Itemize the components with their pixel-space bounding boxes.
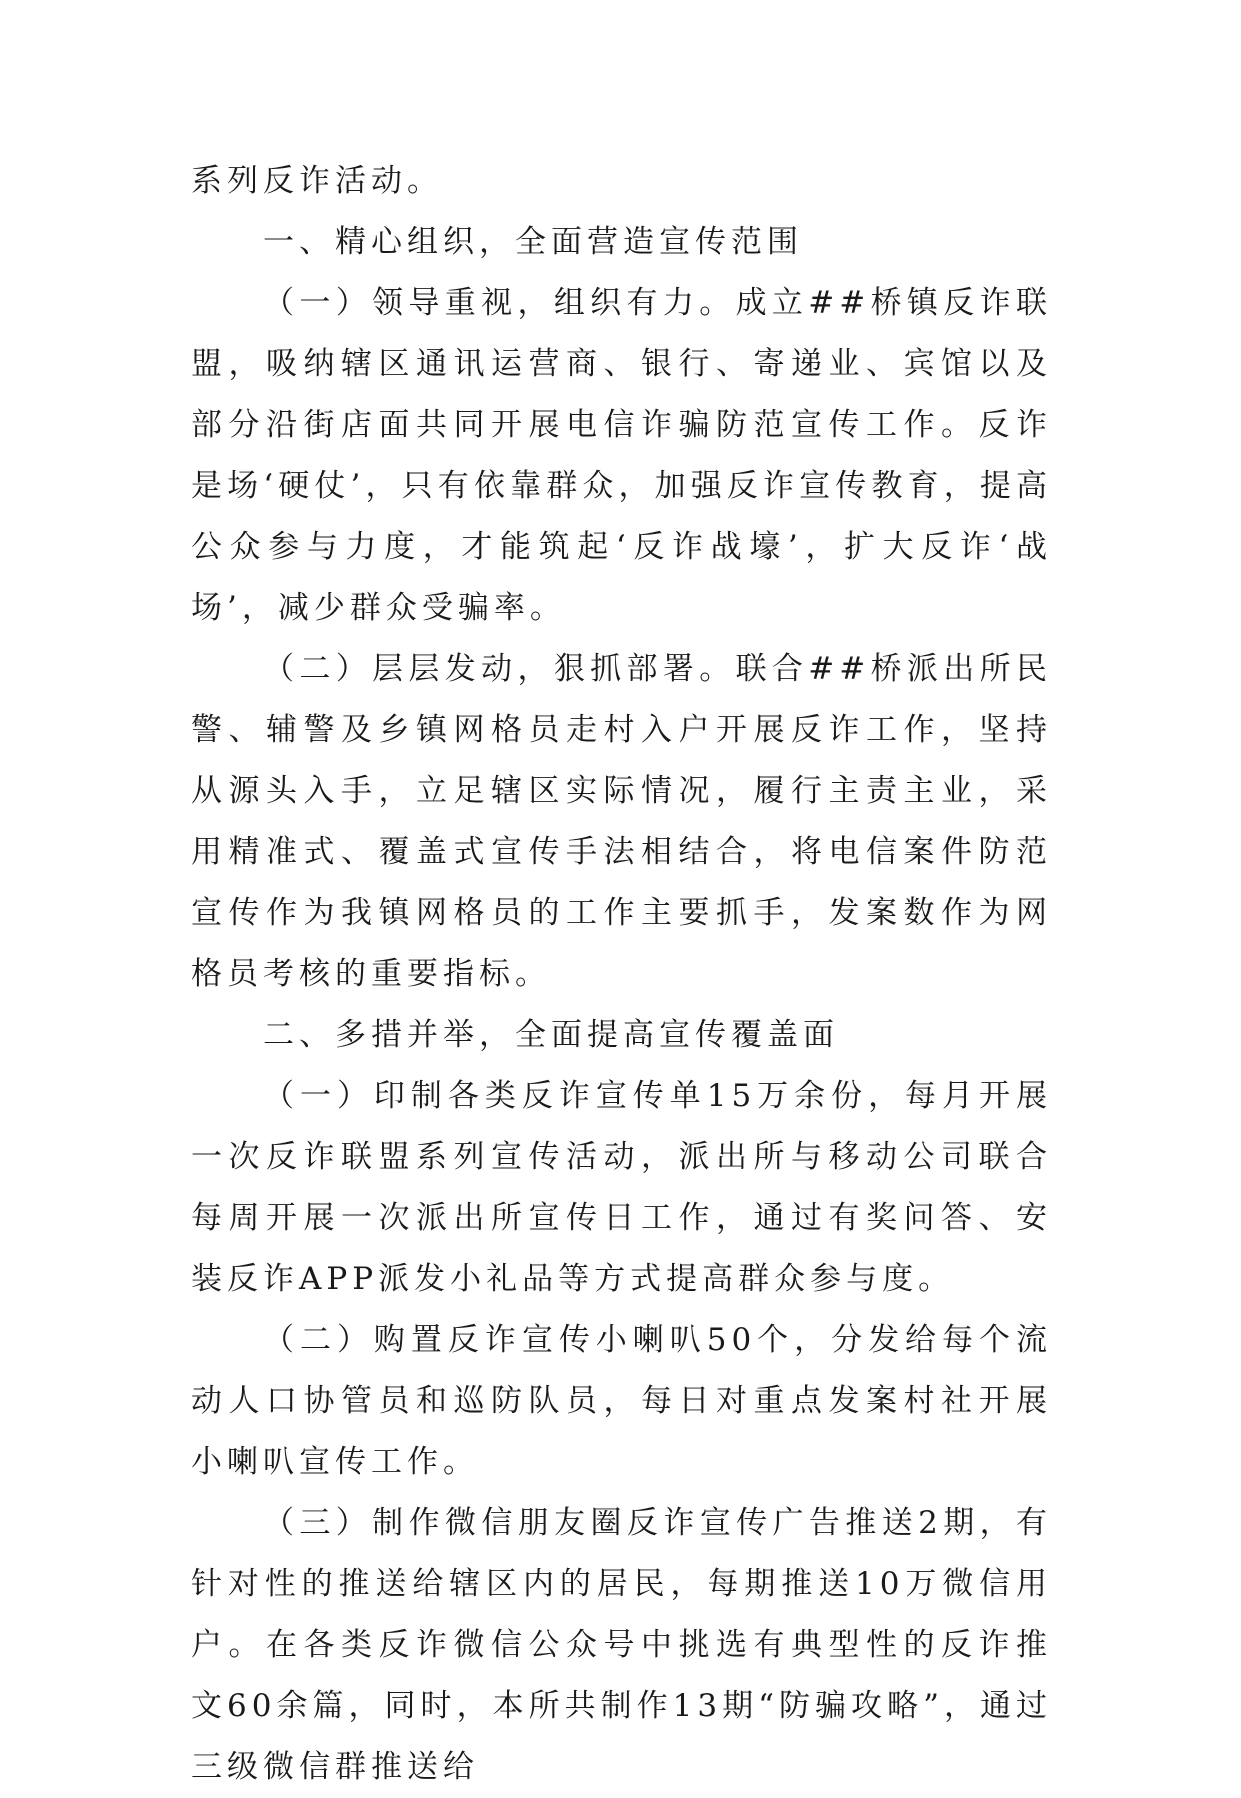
body-paragraph: （二）购置反诈宣传小喇叭50个，分发给每个流动人口协管员和巡防队员，每日对重点发案村社开展小喇叭宣传工作。 [191,1322,1052,1480]
body-paragraph: （一）印制各类反诈宣传单15万余份，每月开展一次反诈联盟系列宣传活动，派出所与移动公司联合每周开展一次派出所宣传日工作，通过有奖问答、安装反诈APP派发小礼品等方式提高群众参与度。 [191,1078,1052,1297]
body-paragraph: （三）制作微信朋友圈反诈宣传广告推送2期，有针对性的推送给辖区内的居民，每期推送10万微信用户。在各类反诈微信公众号中挑选有典型性的反诈推文60余篇，同时，本所共制作13期“防骗攻略”，通过三级微信群推送给 [191,1505,1052,1785]
document-body [191,151,1052,1798]
body-paragraph: 一、精心组织，全面营造宣传范围 [263,224,803,260]
continuation-paragraph: 系列反诈活动。 [191,163,443,199]
body-paragraph: 二、多措并举，全面提高宣传覆盖面 [263,1017,839,1053]
body-paragraph: （二）层层发动，狠抓部署。联合##桥派出所民警、辅警及乡镇网格员走村入户开展反诈工作，坚持从源头入手，立足辖区实际情况，履行主责主业，采用精准式、覆盖式宣传手法相结合，将电信案件防范宣传作为我镇网格员的工作主要抓手，发案数作为网格员考核的重要指标。 [191,651,1052,992]
body-paragraph: （一）领导重视，组织有力。成立##桥镇反诈联盟，吸纳辖区通讯运营商、银行、寄递业、宾馆以及部分沿街店面共同开展电信诈骗防范宣传工作。反诈是场‘硬仗’，只有依靠群众，加强反诈宣传教育，提高公众参与力度，才能筑起‘反诈战壕’，扩大反诈‘战场’，减少群众受骗率。 [191,285,1052,626]
